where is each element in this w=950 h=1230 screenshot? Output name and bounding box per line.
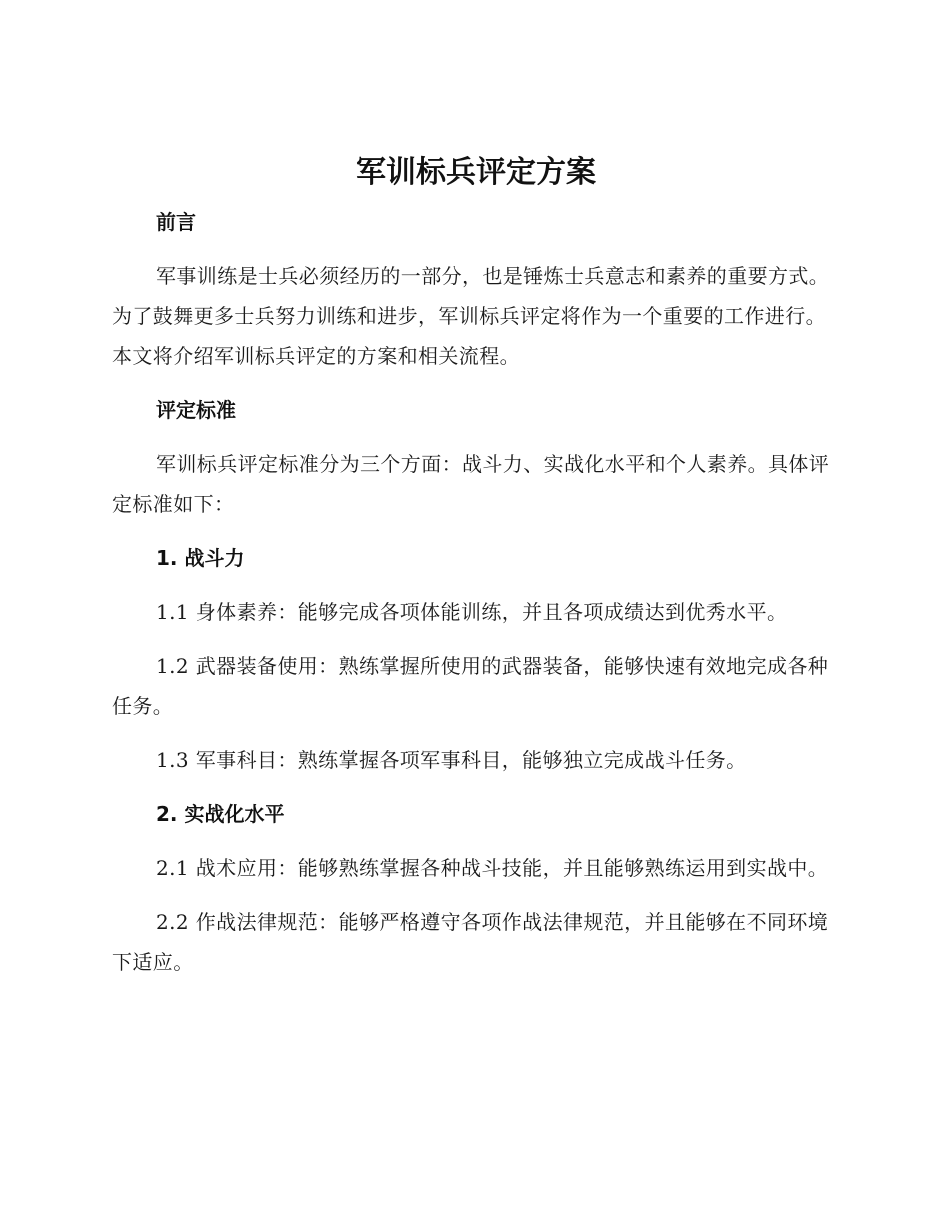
item-2-2: 2.2 作战法律规范：能够严格遵守各项作战法律规范，并且能够在不同环境下适应。 bbox=[112, 910, 829, 974]
document-page bbox=[112, 150, 840, 982]
item-2-1: 2.1 战术应用：能够熟练掌握各种战斗技能，并且能够熟练运用到实战中。 bbox=[156, 856, 829, 880]
item-1-2: 1.2 武器装备使用：熟练掌握所使用的武器装备，能够快速有效地完成各种任务。 bbox=[112, 654, 829, 718]
criteria-intro-paragraph: 军训标兵评定标准分为三个方面：战斗力、实战化水平和个人素养。具体评定标准如下： bbox=[112, 452, 830, 516]
section-1-heading: 1. 战斗力 bbox=[156, 546, 245, 570]
criteria-heading: 评定标准 bbox=[156, 398, 236, 422]
preface-heading: 前言 bbox=[156, 210, 196, 234]
section-2-heading: 2. 实战化水平 bbox=[156, 802, 285, 826]
item-1-1: 1.1 身体素养：能够完成各项体能训练，并且各项成绩达到优秀水平。 bbox=[156, 600, 788, 624]
item-1-3: 1.3 军事科目：熟练掌握各项军事科目，能够独立完成战斗任务。 bbox=[156, 748, 747, 772]
preface-paragraph: 军事训练是士兵必须经历的一部分，也是锤炼士兵意志和素养的重要方式。为了鼓舞更多士兵努力训练和进步，军训标兵评定将作为一个重要的工作进行。本文将介绍军训标兵评定的方案和相关流程。 bbox=[112, 264, 830, 368]
document-title: 军训标兵评定方案 bbox=[356, 155, 596, 190]
